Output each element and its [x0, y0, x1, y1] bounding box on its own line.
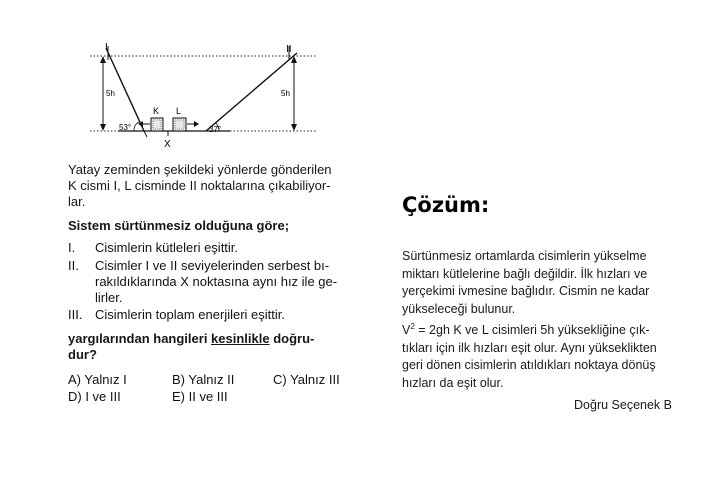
option-b[interactable]: B) Yalnız II: [172, 372, 235, 387]
question-premise: Sistem sürtünmesiz olduğuna göre;: [68, 218, 290, 233]
prompt-line: dur?: [68, 347, 97, 362]
statement-text: Cisimlerin kütleleri eşittir.: [95, 240, 239, 255]
block-L-arrow-head: [194, 121, 199, 127]
statement-text: rakıldıklarında X noktasına aynı hız ile ge-: [95, 274, 338, 289]
statement-number: I.: [68, 240, 76, 255]
formula-rest: = 2gh K ve L cisimleri 5h yüksekliğine çık-: [414, 323, 650, 337]
left-height-label: 5h: [106, 89, 115, 98]
option-d[interactable]: D) I ve III: [68, 389, 121, 404]
solution-text: [402, 248, 678, 392]
statement-text: Cisimlerin toplam enerjileri eşittir.: [95, 307, 285, 322]
question-intro-line: Yatay zeminden şekildeki yönlerde gönderilen: [68, 162, 332, 177]
solution-line: hızları da eşit olur.: [402, 375, 504, 390]
statement-text: lirler.: [95, 290, 123, 305]
block-K-label: K: [153, 106, 160, 116]
left-incline-extension: [144, 131, 147, 137]
question-intro-line: lar.: [68, 194, 86, 209]
right-arrow-head-bottom: [291, 124, 297, 131]
correct-answer: Doğru Seçenek B: [574, 398, 672, 412]
statement-text: Cisimler I ve II seviyelerinden serbest bı-: [95, 258, 330, 273]
statement-number: II.: [68, 258, 79, 273]
question-intro-line: K cismi I, L cisminde II noktalarına çıkabiliyor-: [68, 178, 331, 193]
point-I-label: I: [105, 42, 108, 53]
solution-line: tıkları için ilk hızları eşit olur. Aynı yükseklikten: [402, 340, 657, 355]
left-arrow-head-top: [100, 56, 106, 63]
physics-figure: [84, 40, 324, 152]
prompt-part: doğru-: [269, 331, 315, 346]
left-angle-label: 53°: [119, 123, 132, 132]
solution-line: yükseleceği bulunur.: [402, 301, 516, 316]
block-L-label: L: [176, 106, 182, 116]
question-intro: [68, 162, 358, 210]
point-II-label: II: [286, 44, 292, 55]
statement-number: III.: [68, 307, 83, 322]
left-arrow-head-bottom: [100, 124, 106, 131]
right-height-label: 5h: [281, 89, 290, 98]
question-prompt: [68, 331, 358, 363]
prompt-part: yargılarından hangileri: [68, 331, 212, 346]
solution-line: miktarı kütlelerine bağlı değildir. İlk hızları ve: [402, 266, 648, 281]
right-angle-label: 37°: [209, 125, 222, 134]
solution-line-formula: [402, 318, 678, 340]
formula-v: V: [402, 323, 411, 337]
solution-line: Sürtünmesiz ortamlarda cisimlerin yükselme: [402, 249, 647, 263]
option-e[interactable]: E) II ve III: [172, 389, 228, 404]
solution-line: geri dönen cisimlerin atıldıkları noktaya dönüş: [402, 358, 656, 372]
option-c[interactable]: C) Yalnız III: [273, 372, 340, 387]
formula-exponent: 2: [410, 322, 415, 331]
option-a[interactable]: A) Yalnız I: [68, 372, 127, 387]
solution-title: Çözüm:: [402, 193, 490, 217]
left-angle-arc: [134, 122, 139, 131]
point-X-label: X: [164, 139, 171, 150]
prompt-emphasis: kesinlikle: [211, 331, 270, 346]
solution-line: yerçekimi ivmesine bağlıdır. Cismin ne kadar: [402, 284, 650, 298]
